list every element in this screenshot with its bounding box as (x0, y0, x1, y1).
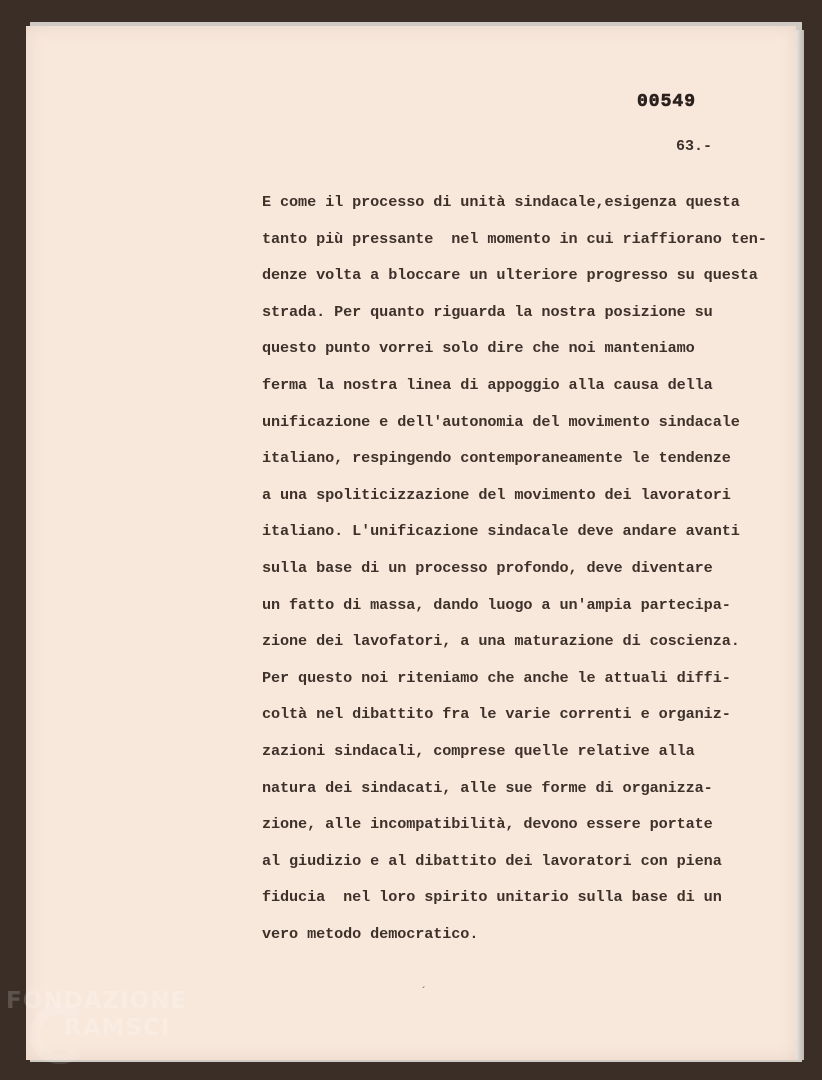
text-line: zione, alle incompatibilità, devono essere portate (262, 815, 713, 834)
page-number: 63.- (676, 138, 713, 155)
text-line: un fatto di massa, dando luogo a un'ampia partecipa- (262, 595, 731, 614)
text-line: natura dei sindacati, alle sue forme di organizza- (262, 778, 713, 797)
page-edge (796, 30, 804, 1060)
text-line: tanto più pressante nel momento in cui riaffiorano ten- (262, 229, 767, 248)
text-line: ferma la nostra linea di appoggio alla causa della (262, 375, 713, 394)
text-line: fiducia nel loro spirito unitario sulla base di un (262, 888, 722, 907)
text-line: sulla base di un processo profondo, deve diventare (262, 558, 713, 577)
watermark-line2: RAMSCI (64, 1015, 171, 1041)
watermark-line1: FONDAZIONE (6, 988, 188, 1014)
footer-mark: ´ (420, 985, 428, 999)
text-line: coltà nel dibattito fra le varie correnti e organiz- (262, 705, 731, 724)
text-line: zazioni sindacali, comprese quelle relative alla (262, 741, 695, 760)
text-line: vero metodo democratico. (262, 924, 479, 943)
text-line: al giudizio e al dibattito dei lavoratori con piena (262, 851, 722, 870)
text-line: italiano. L'unificazione sindacale deve andare avanti (262, 522, 740, 541)
text-line: strada. Per quanto riguarda la nostra posizione su (262, 302, 713, 321)
text-line: questo punto vorrei solo dire che noi manteniamo (262, 339, 695, 358)
text-line: unificazione e dell'autonomia del movimento sindacale (262, 412, 740, 431)
text-line: italiano, respingendo contemporaneamente le tendenze (262, 449, 731, 468)
text-line: zione dei lavofatori, a una maturazione di coscienza. (262, 632, 740, 651)
text-line: E come il processo di unità sindacale,esigenza questa (262, 193, 740, 211)
archive-number: 00549 (637, 92, 697, 112)
text-line: a una spoliticizzazione del movimento dei lavoratori (262, 485, 731, 504)
watermark (6, 990, 187, 1040)
text-line: Per questo noi riteniamo che anche le attuali diffi- (262, 668, 731, 687)
text-line: denze volta a bloccare un ulteriore progresso su questa (262, 266, 758, 285)
body-text (262, 193, 792, 961)
